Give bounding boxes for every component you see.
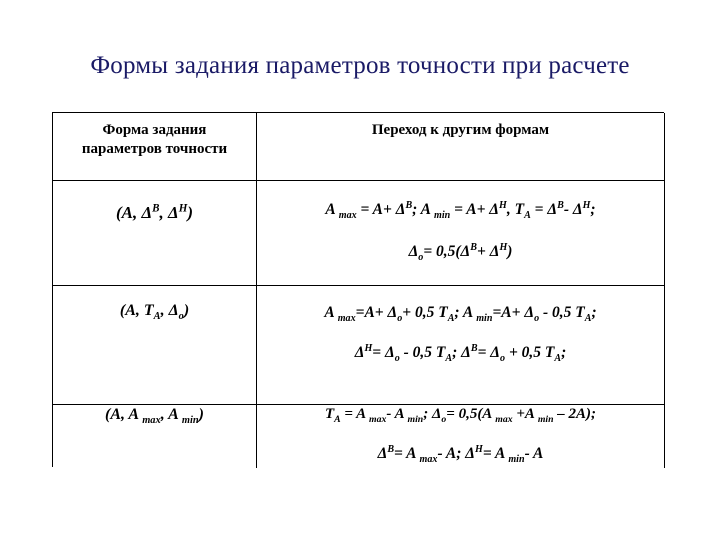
formula-part: min (181, 415, 199, 427)
formula-part: Δ (408, 243, 419, 260)
formula-part: =A+ Δ (492, 304, 535, 321)
formula-part: max (419, 454, 438, 466)
row2-form (53, 302, 256, 323)
row-divider (53, 285, 664, 286)
formula-part: = A+ Δ (450, 201, 500, 218)
formula-part: max (369, 414, 387, 425)
formula-part: (A, Δ (116, 203, 153, 222)
formula-part: max (142, 415, 161, 427)
row2-formula-line1 (257, 304, 664, 325)
formula-part: min (476, 313, 493, 325)
formula-part: max (338, 210, 357, 222)
formula-part: ; Δ (452, 344, 471, 361)
header-form (53, 121, 256, 159)
formula-part: B (557, 199, 564, 211)
formula-part: min (537, 414, 554, 425)
formula-part: max (337, 313, 356, 325)
row-divider (53, 180, 664, 181)
row3-form (53, 406, 256, 427)
formula-part: - Δ (563, 201, 583, 218)
formula-part: min (508, 454, 525, 466)
conversion-table (52, 112, 664, 467)
formula-part: ; (561, 344, 567, 361)
formula-part: + 0,5 T (505, 344, 555, 361)
formula-part: B (152, 202, 160, 215)
header-form-line1: Форма задания (102, 122, 207, 138)
formula-part: A (445, 353, 453, 365)
formula-part: = Δ (530, 201, 558, 218)
formula-part: ; A (412, 201, 434, 218)
row1-formula-line1 (257, 199, 664, 222)
formula-part: H (475, 443, 483, 455)
formula-part: o (441, 414, 447, 425)
formula-part: + 0,5 T (402, 304, 448, 321)
formula-part: ; (591, 304, 597, 321)
formula-part: o (418, 252, 424, 264)
formula-part: A (554, 353, 562, 365)
formula-part: , Δ (159, 203, 179, 222)
formula-part: min (407, 414, 424, 425)
formula-part: = A+ Δ (356, 201, 406, 218)
formula-part: H (582, 199, 591, 211)
formula-part: B (387, 443, 395, 455)
formula-part: o (534, 313, 540, 325)
formula-part: = A (394, 445, 420, 462)
row3-formula-line2 (257, 443, 664, 466)
formula-part: = A (482, 445, 509, 462)
formula-part: A (334, 414, 341, 425)
formula-part: ) (198, 406, 204, 423)
formula-part: o (500, 353, 506, 365)
formula-part: + Δ (477, 243, 500, 260)
header-form-line2: параметров точности (81, 141, 228, 157)
formula-part: Δ (377, 445, 388, 462)
formula-part: +A (512, 406, 538, 422)
formula-part: - A (386, 406, 408, 422)
formula-part: o (394, 353, 400, 365)
formula-part: A (584, 313, 592, 325)
row2-formula-line2 (257, 342, 664, 365)
formula-part: = 0,5(Δ (423, 243, 471, 260)
row1-form (53, 203, 256, 223)
formula-part: - 0,5 T (399, 344, 446, 361)
formula-part: o (178, 311, 184, 323)
formula-part: ) (183, 302, 190, 319)
formula-part: ) (507, 243, 513, 260)
formula-part: = A (340, 406, 370, 422)
formula-part: B (470, 241, 477, 253)
row1-formula-line2 (257, 241, 664, 264)
formula-part: o (397, 313, 403, 325)
formula-part: ; (590, 201, 596, 218)
formula-part: (A, A (105, 406, 143, 423)
formula-part: T (324, 406, 335, 422)
formula-part: H (364, 342, 373, 354)
formula-part: B (470, 342, 478, 354)
formula-part: H (499, 241, 508, 253)
formula-part: A (325, 201, 339, 218)
formula-part: B (405, 199, 413, 211)
row3-formula-line1 (257, 406, 664, 423)
formula-part: = Δ (477, 344, 501, 361)
formula-part: , Δ (160, 302, 179, 319)
formula-part: min (434, 210, 451, 222)
formula-part: =A+ Δ (355, 304, 398, 321)
slide-title: Формы задания параметров точности при расчете (90, 52, 630, 79)
formula-part: A (524, 210, 531, 222)
formula-part: H (499, 199, 507, 211)
formula-part: – 2A); (553, 406, 597, 422)
formula-part: Δ (354, 344, 365, 361)
header-transition: Переход к другим формам (371, 122, 550, 138)
formula-part: ; A (454, 304, 477, 321)
formula-part: max (495, 414, 513, 425)
formula-part: (A, T (119, 302, 154, 319)
formula-part: H (178, 202, 188, 215)
formula-part: A (447, 313, 455, 325)
formula-part: ) (187, 203, 193, 222)
formula-part: , A (160, 406, 182, 423)
row-divider (53, 404, 664, 405)
formula-part: A (153, 311, 161, 323)
formula-part: ; Δ (423, 406, 442, 422)
formula-part: = Δ (372, 344, 395, 361)
formula-part: A (324, 304, 338, 321)
formula-part: = 0,5(A (446, 406, 496, 422)
formula-part: - A (524, 445, 544, 462)
formula-part: , T (506, 201, 525, 218)
formula-part: - A; Δ (437, 445, 475, 462)
formula-part: - 0,5 T (539, 304, 585, 321)
table-right-border (664, 113, 665, 468)
